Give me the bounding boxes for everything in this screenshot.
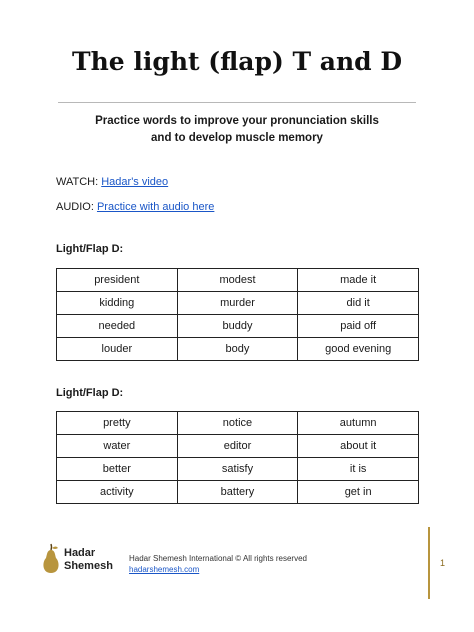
table-row — [57, 338, 419, 361]
word-cell: louder — [57, 338, 178, 361]
footer-info — [129, 553, 307, 575]
title-divider — [58, 102, 416, 103]
page-number: 1 — [440, 558, 446, 568]
table-row — [57, 315, 419, 338]
audio-label: AUDIO: — [56, 201, 94, 213]
watch-label: WATCH: — [56, 176, 99, 188]
word-table-2 — [56, 411, 419, 504]
audio-line — [56, 201, 214, 213]
word-cell: did it — [298, 292, 419, 315]
word-cell: satisfy — [177, 458, 298, 481]
table-row — [57, 412, 419, 435]
table-row — [57, 292, 419, 315]
word-cell: battery — [177, 481, 298, 504]
word-cell: murder — [177, 292, 298, 315]
subtitle-line-1: Practice words to improve your pronunciation skills — [95, 115, 379, 127]
pear-logo-icon — [40, 543, 62, 580]
word-table-1 — [56, 268, 419, 361]
website-link[interactable]: hadarshemesh.com — [129, 565, 200, 574]
word-cell: body — [177, 338, 298, 361]
word-cell: autumn — [298, 412, 419, 435]
page-title: The light (flap) T and D — [71, 47, 403, 76]
watch-line — [56, 176, 168, 188]
word-cell: better — [57, 458, 178, 481]
word-cell: president — [57, 269, 178, 292]
word-cell: buddy — [177, 315, 298, 338]
footer-logo-text — [64, 547, 113, 573]
logo-line-2: Shemesh — [64, 560, 113, 572]
word-cell: made it — [298, 269, 419, 292]
word-cell: about it — [298, 435, 419, 458]
word-cell: needed — [57, 315, 178, 338]
section-heading-1: Light/Flap D: — [56, 243, 124, 255]
word-cell: get in — [298, 481, 419, 504]
audio-practice-link[interactable]: Practice with audio here — [96, 201, 215, 213]
section-heading-2: Light/Flap D: — [56, 387, 124, 399]
table-row — [57, 458, 419, 481]
word-cell: pretty — [57, 412, 178, 435]
watch-video-link[interactable]: Hadar's video — [101, 176, 169, 188]
word-cell: editor — [177, 435, 298, 458]
word-cell: notice — [177, 412, 298, 435]
logo-line-1: Hadar — [64, 547, 96, 559]
word-cell: activity — [57, 481, 178, 504]
word-cell: paid off — [298, 315, 419, 338]
subtitle — [0, 113, 474, 147]
footer-divider — [428, 527, 430, 599]
word-cell: modest — [177, 269, 298, 292]
subtitle-line-2: and to develop muscle memory — [151, 132, 323, 144]
word-cell: it is — [298, 458, 419, 481]
table-row — [57, 481, 419, 504]
table-row — [57, 269, 419, 292]
table-row — [57, 435, 419, 458]
word-cell: good evening — [298, 338, 419, 361]
word-cell: kidding — [57, 292, 178, 315]
word-cell: water — [57, 435, 178, 458]
copyright-text: Hadar Shemesh International © All rights reserved — [129, 554, 307, 563]
